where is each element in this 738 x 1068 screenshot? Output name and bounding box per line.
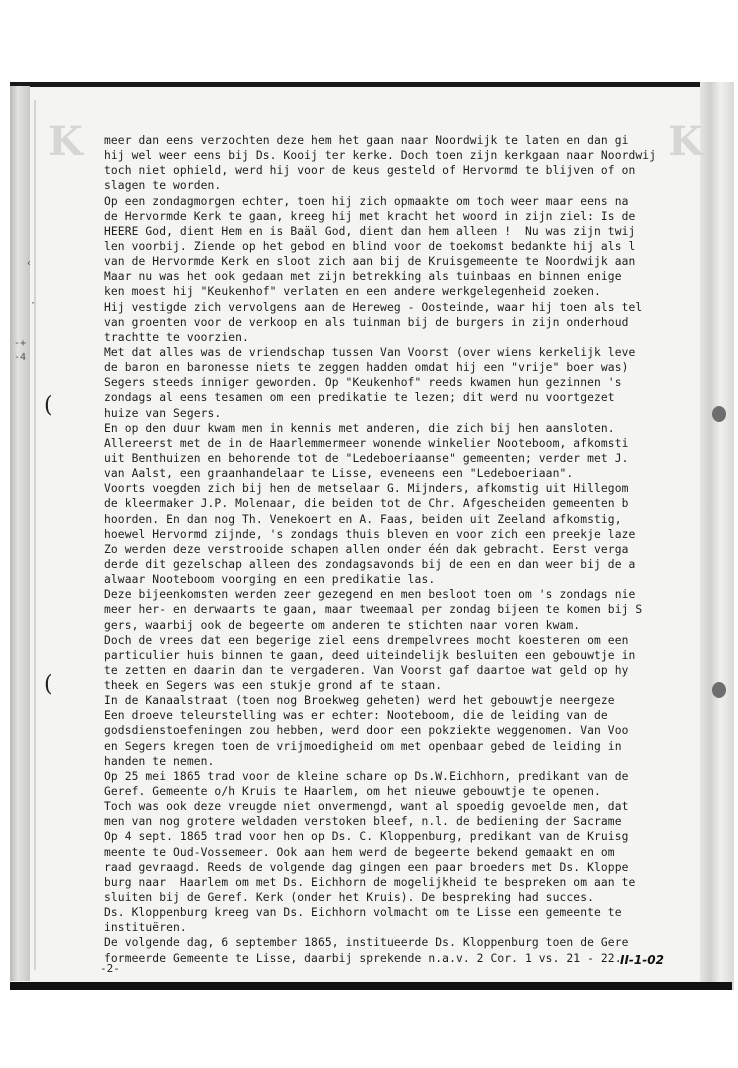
text-line: gers, waarbij ook de begeerte om anderen te stichten naar voren kwam.	[104, 618, 581, 632]
text-line: In de Kanaalstraat (toen nog Broekweg geheten) werd het gebouwtje neergeze	[104, 694, 615, 708]
right-page-stack-edge	[700, 82, 734, 990]
text-line: formeerde Gemeente te Lisse, daarbij sprekende n.a.v. 2 Cor. 1 vs. 21 - 22.	[104, 951, 622, 965]
text-line: men van nog grotere weldaden verstoken bleef, n.l. de bediening der Sacrame	[104, 815, 622, 829]
text-line: Voorts voegden zich bij hen de metselaar G. Mijnders, afkomstig uit Hillegom	[104, 482, 629, 496]
text-line: En op den duur kwam men in kennis met anderen, die zich bij hen aansloten.	[104, 421, 615, 435]
text-line: meente te Oud-Vossemeer. Ook aan hem werd de begeerte bekend gemaakt en om	[104, 845, 615, 859]
text-line: hij wel weer eens bij Ds. Kooij ter kerke. Doch toen zijn kerkgaan naar Noordwij	[104, 149, 657, 163]
typed-text-body	[104, 133, 704, 966]
text-line: derde dit gezelschap alleen des zondagsavonds bij de een en dan weer bij de a	[104, 557, 636, 571]
text-line: en Segers kregen toen de vrijmoedigheid om met openbaar gebed de leiding in	[104, 739, 622, 753]
text-line: Op 25 mei 1865 trad voor de kleine schare op Ds.W.Eichhorn, predikant van de	[104, 769, 629, 783]
text-line: hoewel Hervormd zijnde, 's zondags thuis bleven en voor zich een preekje laze	[104, 527, 636, 541]
text-line: meer dan eens verzochten deze hem het gaan naar Noordwijk te laten en dan gi	[104, 134, 629, 147]
left-binding-edge	[10, 86, 33, 981]
text-line: alwaar Nooteboom voorging en een predikatie las.	[104, 573, 436, 587]
ring-mark: (	[44, 672, 53, 697]
text-line: Geref. Gemeente o/h Kruis te Haarlem, om het nieuwe gebouwtje te openen.	[104, 785, 601, 799]
text-line: slagen te worden.	[104, 179, 222, 193]
text-line: Doch de vrees dat een begerige ziel eens drempelvrees mocht koesteren om een	[104, 633, 629, 647]
text-line: toch niet ophield, werd hij voor de keus gesteld of Hervormd te blijven of on	[104, 164, 636, 178]
text-line: zondags al eens tesamen om een predikatie te lezen; dit werd nu voortgezet	[104, 391, 615, 405]
text-line: trachtte te voorzien.	[104, 330, 249, 344]
text-line: de Hervormde Kerk te gaan, kreeg hij met kracht het woord in zijn ziel: Is de	[104, 209, 636, 223]
text-line: de kleermaker J.P. Molenaar, die beiden tot de Chr. Afgescheiden gemeenten b	[104, 497, 629, 511]
text-line: Toch was ook deze vreugde niet onvermengd, want al spoedig gevoelde men, dat	[104, 800, 629, 814]
margin-mark: ·	[30, 298, 37, 309]
text-line: handen te nemen.	[104, 754, 215, 768]
ring-mark: (	[44, 393, 53, 418]
text-line: de baron en baronesse niets te zeggen hadden omdat hij een "vrije" boer was)	[104, 361, 629, 375]
text-line: van Aalst, een graanhandelaar te Lisse, eveneens een "Ledeboeriaan".	[104, 467, 574, 481]
text-line: Hij vestigde zich vervolgens aan de Hereweg - Oosteinde, waar hij toen als tel	[104, 300, 643, 314]
text-line: raad gevraagd. Reeds de volgende dag gingen een paar broeders met Ds. Kloppe	[104, 860, 629, 874]
text-line: particulier huis binnen te gaan, deed uiteindelijk besluiten een gebouwtje in	[104, 648, 636, 662]
text-line: te zetten en daarin dan te vergaderen. Van Voorst gaf daartoe wat geld op hy	[104, 663, 629, 677]
bottom-scan-edge	[10, 982, 732, 990]
text-line: burg naar Haarlem om met Ds. Eichhorn de mogelijkheid te bespreken om aan te	[104, 875, 636, 889]
text-line: van de Hervormde Kerk en sloot zich aan bij de Kruisgemeente te Noordwijk aan	[104, 255, 636, 269]
punch-hole	[712, 406, 726, 422]
text-line: godsdienstoefeningen zou hebben, werd door een pokziekte weggenomen. Van Voo	[104, 724, 629, 738]
text-line: Allereerst met de in de Haarlemmermeer wonende winkelier Nooteboom, afkomsti	[104, 436, 629, 450]
top-scan-edge	[10, 82, 732, 87]
text-line: Ds. Kloppenburg kreeg van Ds. Eichhorn volmacht om te Lisse een gemeente te	[104, 906, 622, 920]
text-line: Zo werden deze verstrooide schapen allen onder één dak gebracht. Eerst verga	[104, 542, 629, 556]
text-line: hoorden. En dan nog Th. Venekoert en A. Faas, beiden uit Zeeland afkomstig,	[104, 512, 622, 526]
text-line: Met dat alles was de vriendschap tussen Van Voorst (over wiens kerkelijk leve	[104, 345, 636, 359]
text-line: instituëren.	[104, 921, 187, 935]
text-line: len voorbij. Ziende op het gebod en blind voor de toekomst bedankte hij als l	[104, 239, 636, 253]
text-line: De volgende dag, 6 september 1865, institueerde Ds. Kloppenburg toen de Gere	[104, 936, 629, 950]
text-line: theek en Segers was een stukje grond af te staan.	[104, 679, 443, 693]
text-line: ken moest hij "Keukenhof" verlaten en een andere werkgelegenheid zoeken.	[104, 285, 601, 299]
text-line: HEERE God, dient Hem en is Baäl God, dient dan hem alleen ! Nu was zijn twij	[104, 224, 636, 238]
text-line: Segers steeds inniger geworden. Op "Keukenhof" reeds kwamen hun gezinnen 's	[104, 376, 622, 390]
margin-mark: ‹	[26, 258, 33, 269]
text-line: Maar nu was het ook gedaan met zijn betrekking als tuinbaas en binnen enige	[104, 270, 622, 284]
text-line: sluiten bij de Geref. Kerk (onder het Kruis). De bespreking had succes.	[104, 891, 594, 905]
text-line: uit Benthuizen en behorende tot de "Ledeboeriaanse" gemeenten; verder met J.	[104, 451, 629, 465]
margin-mark: -4	[14, 352, 27, 363]
text-line: Deze bijeenkomsten werden zeer gezegend en men besloot toen om 's zondags nie	[104, 588, 636, 602]
handwritten-note: II-1-02	[620, 953, 664, 967]
show-through-letter: K	[668, 118, 703, 165]
text-line: Een droeve teleurstelling was er echter: Nooteboom, die de leiding van de	[104, 709, 608, 723]
punch-hole	[712, 682, 726, 698]
text-line: meer her- en derwaarts te gaan, maar tweemaal per zondag bijeen te komen bij S	[104, 603, 643, 617]
text-line: huize van Segers.	[104, 406, 222, 420]
margin-mark: -+	[14, 338, 27, 349]
text-line: Op 4 sept. 1865 trad voor hen op Ds. C. Kloppenburg, predikant van de Kruisg	[104, 830, 629, 844]
show-through-letter: K	[48, 118, 83, 165]
binding-shadow	[34, 100, 36, 970]
text-line: van groenten voor de verkoop en als tuinman bij de burgers in zijn onderhoud	[104, 315, 629, 329]
text-line: Op een zondagmorgen echter, toen hij zich opmaakte om toch weer maar eens na	[104, 194, 629, 208]
page-number: -2-	[100, 962, 120, 975]
